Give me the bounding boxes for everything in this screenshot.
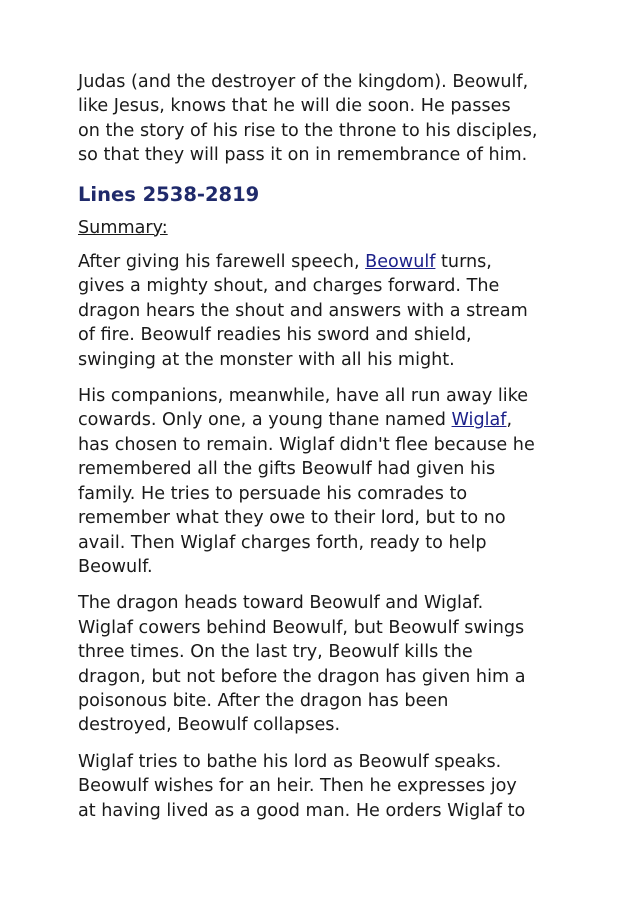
- summary-paragraph-2: [78, 384, 568, 579]
- text-line: on the story of his rise to the throne to his disciples,: [78, 120, 538, 141]
- text-line: His companions, meanwhile, have all run away like: [78, 386, 529, 407]
- text-line: three times. On the last try, Beowulf kills the: [78, 642, 473, 663]
- text-line: so that they will pass it on in remembrance of him.: [78, 145, 528, 166]
- section-heading: Lines 2538-2819: [78, 182, 260, 206]
- beowulf-link[interactable]: Beowulf: [365, 252, 436, 273]
- text-line: dragon, but not before the dragon has given him a: [78, 666, 526, 687]
- text-line: of fire. Beowulf readies his sword and shield,: [78, 325, 472, 346]
- text-line: like Jesus, knows that he will die soon. He passes: [78, 96, 511, 117]
- document-page: [78, 70, 568, 835]
- text-line: Wiglaf tries to bathe his lord as Beowulf speaks.: [78, 751, 502, 772]
- text-line: family. He tries to persuade his comrades to: [78, 483, 468, 504]
- text-line: at having lived as a good man. He orders Wiglaf to: [78, 800, 526, 821]
- text-line: Judas (and the destroyer of the kingdom). Beowulf,: [78, 72, 529, 92]
- summary-paragraph-1: [78, 250, 568, 372]
- text-line: dragon hears the shout and answers with a stream: [78, 300, 528, 321]
- text-line: gives a mighty shout, and charges forward. The: [78, 276, 500, 297]
- text-line: cowards. Only one, a young thane named Wiglaf,: [78, 410, 513, 431]
- summary-label: Summary:: [78, 217, 168, 238]
- text-line: Wiglaf cowers behind Beowulf, but Beowulf swings: [78, 617, 525, 638]
- text-line: remember what they owe to their lord, but to no: [78, 508, 506, 529]
- summary-paragraph-4: [78, 750, 568, 823]
- text-line: Beowulf.: [78, 556, 153, 577]
- text-line: The dragon heads toward Beowulf and Wiglaf.: [78, 593, 484, 614]
- text-line: avail. Then Wiglaf charges forth, ready to help: [78, 532, 487, 553]
- summary-paragraph-3: [78, 591, 568, 737]
- text-line: Beowulf wishes for an heir. Then he expresses joy: [78, 776, 517, 797]
- text-line: remembered all the gifts Beowulf had given his: [78, 459, 496, 480]
- wiglaf-link[interactable]: Wiglaf: [451, 410, 507, 431]
- text-line: poisonous bite. After the dragon has been: [78, 690, 449, 711]
- text-line: After giving his farewell speech, Beowulf turns,: [78, 252, 492, 273]
- intro-paragraph: [78, 70, 568, 168]
- text-line: has chosen to remain. Wiglaf didn't flee because he: [78, 434, 535, 455]
- text-line: destroyed, Beowulf collapses.: [78, 715, 341, 736]
- text-line: swinging at the monster with all his might.: [78, 349, 455, 370]
